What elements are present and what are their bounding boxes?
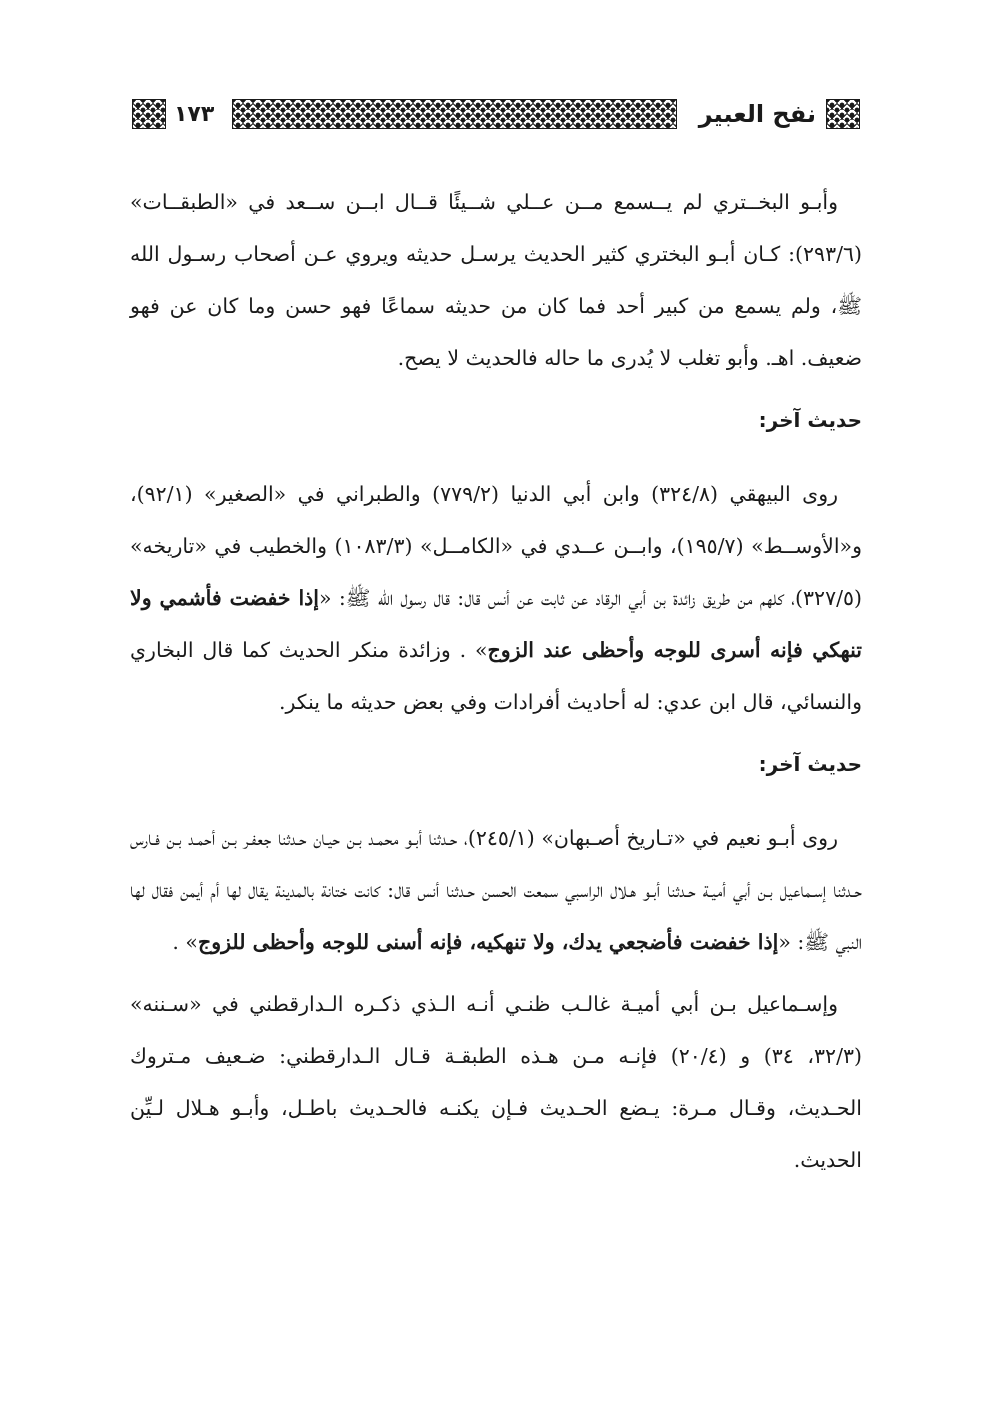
section-heading-2: حديث آخر: xyxy=(758,752,862,776)
page-number: ١٧٣ xyxy=(174,101,215,127)
book-title: نفح العبير xyxy=(698,100,816,128)
paragraph-4: وإسـماعيل بـن أبي أميـة غالـب ظنـي أنـه الـذي ذكـره الـدارقطني في «سـننه» (٣٢/٣، ٣٤) و (٢٠/٤) فإنـه مـن هـذه الطبقـة قـال الـدارقطني: ضـعيف مـتروك الحـديث، وقـال مـرة: يـضع الحـديث فـإن يكنـه فالحـديث باطـل، وأبـو هـلال لـيِّن الحديث. xyxy=(130,992,862,1172)
header-ornament-left xyxy=(132,99,166,129)
hadith-quote-1: إذا خفضت فأشمي ولا تنهكي فإنه أسرى للوجه وأحظى عند الزوج xyxy=(130,586,863,662)
running-header xyxy=(132,92,860,136)
paragraph-3-text-a: روى أبـو نعيم في «تـاريخ أصـبهان» (٢٤٥/١)، حـدثنا أبـو محمـد بـن حيـان حـدثنا جعفـر بـن أحمـد بـن فـارس حـدثنا إسـماعيل بـن أبي أميـة حـدثنا أبـو هـلال الراسبي سمعت الحسن حـدثنا أنس قال: كانت ختانة بالمدينة يقال لها أم أيمن فقال لها النبي ﷺ: « xyxy=(130,826,862,954)
paragraph-2 xyxy=(130,468,862,728)
paragraph-3-text-b: » . xyxy=(172,930,198,954)
section-heading-1: حديث آخر: xyxy=(758,408,862,432)
paragraph-2-text-b: » . وزائدة منكر الحديث كما قال البخاري والنسائي، قال ابن عدي: له أحاديث أفرادات وفي بعض حديثه ما ينكر. xyxy=(130,638,862,714)
paragraph-1: وأبـو البخــتري لم يــسمع مــن عــلي شــيئًا قــال ابــن ســعد في «الطبقــات» (٢٩٣/٦): كـان أبـو البختري كثير الحديث يرسـل حديثه ويروي عـن أصحاب رسـول الله ﷺ، ولم يسمع من كبير أحد فما كان من حديثه سماعًا فهو حسن وما كان عن فهو ضعيف. اهـ. وأبو تغلب لا يُدرى ما حاله فالحديث لا يصح. xyxy=(130,190,862,370)
paragraph-2-text-a: روى البيهقي (٣٢٤/٨) وابن أبي الدنيا (٧٧٩/٢) والطبراني في «الصغير» (٩٢/١)، و«الأوســط» (١٩٥/٧)، وابــن عــدي في «الكامــل» (١٠٨٣/٣) والخطيب في «تاريخه» (٣٢٧/٥)، كلهم من طريق زائدة بن أبي الرقاد عن ثابت عن أنس قال: قال رسول الله ﷺ: « xyxy=(130,482,862,610)
page-body xyxy=(130,176,862,1186)
header-ornament-band xyxy=(232,99,676,129)
paragraph-3 xyxy=(130,812,862,968)
header-ornament-right xyxy=(826,99,860,129)
hadith-quote-2: إذا خفضت فأضجعي يدك، ولا تنهكيه، فإنه أسنى للوجه وأحظى للزوج xyxy=(197,930,779,954)
